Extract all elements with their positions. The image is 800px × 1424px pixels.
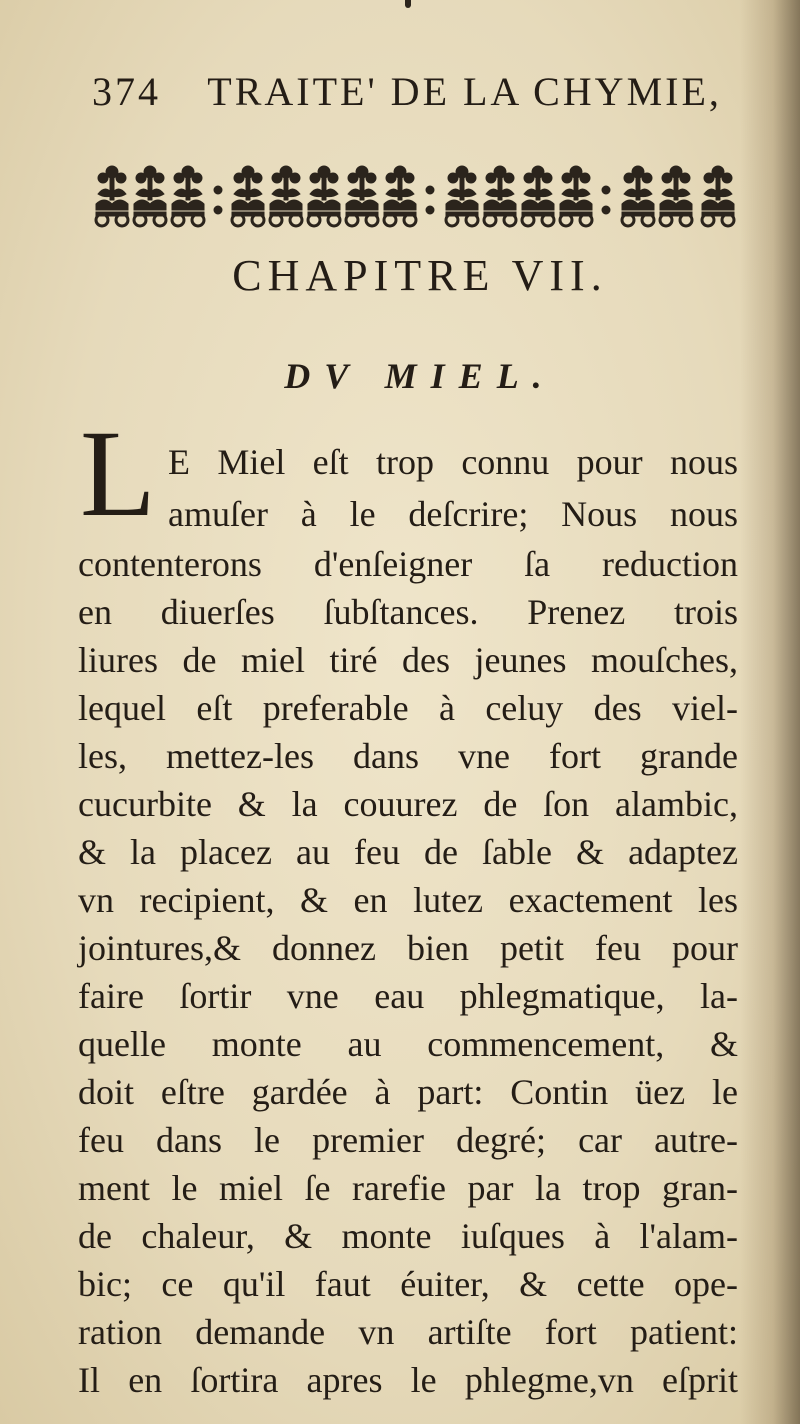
text-line: quelle monte au commencement, & <box>78 1024 738 1064</box>
text-line: Il en ſortira apres le phlegme,vn eſprit <box>78 1360 738 1400</box>
drop-cap: L <box>80 405 156 542</box>
text-line: liures de miel tiré des jeunes mouſches, <box>78 640 738 680</box>
text-line: les, mettez-les dans vne fort grande <box>78 736 738 776</box>
text-line: vn recipient, & en lutez exactement les <box>78 880 738 920</box>
running-head <box>92 68 732 128</box>
section-title: DV MIEL. <box>284 356 556 396</box>
text-line: E Miel eſt trop connu pour nous <box>168 442 738 482</box>
text-line: feu dans le premier degré; car autre- <box>78 1120 738 1160</box>
fleuron-ornament-band <box>90 160 750 242</box>
page-number: 374 <box>92 69 161 114</box>
text-line: ration demande vn artiſte fort patient: <box>78 1312 738 1352</box>
text-line: lequel eſt preferable à celuy des viel- <box>78 688 738 728</box>
text-line: ment le miel ſe rarefie par la trop gran- <box>78 1168 738 1208</box>
text-line: bic; ce qu'il faut éuiter, & cette ope- <box>78 1264 738 1304</box>
text-line: amuſer à le deſcrire; Nous nous <box>168 494 738 534</box>
text-line: cucurbite & la couurez de ſon alambic, <box>78 784 738 824</box>
text-line: & la placez au feu de ſable & adaptez <box>78 832 738 872</box>
text-line: doit eſtre gardée à part: Contin üez le <box>78 1072 738 1112</box>
text-line: en diuerſes ſubſtances. Prenez trois <box>78 592 738 632</box>
running-head-title: TRAITE' DE LA CHYMIE, <box>207 69 722 114</box>
ink-mark <box>405 0 411 8</box>
text-line: de chaleur, & monte iuſques à l'alam- <box>78 1216 738 1256</box>
text-line: faire ſortir vne eau phlegmatique, la- <box>78 976 738 1016</box>
chapter-title: CHAPITRE VII. <box>232 251 608 300</box>
text-line: contenterons d'enſeigner ſa reduction <box>78 544 738 584</box>
text-line: jointures,& donnez bien petit feu pour <box>78 928 738 968</box>
